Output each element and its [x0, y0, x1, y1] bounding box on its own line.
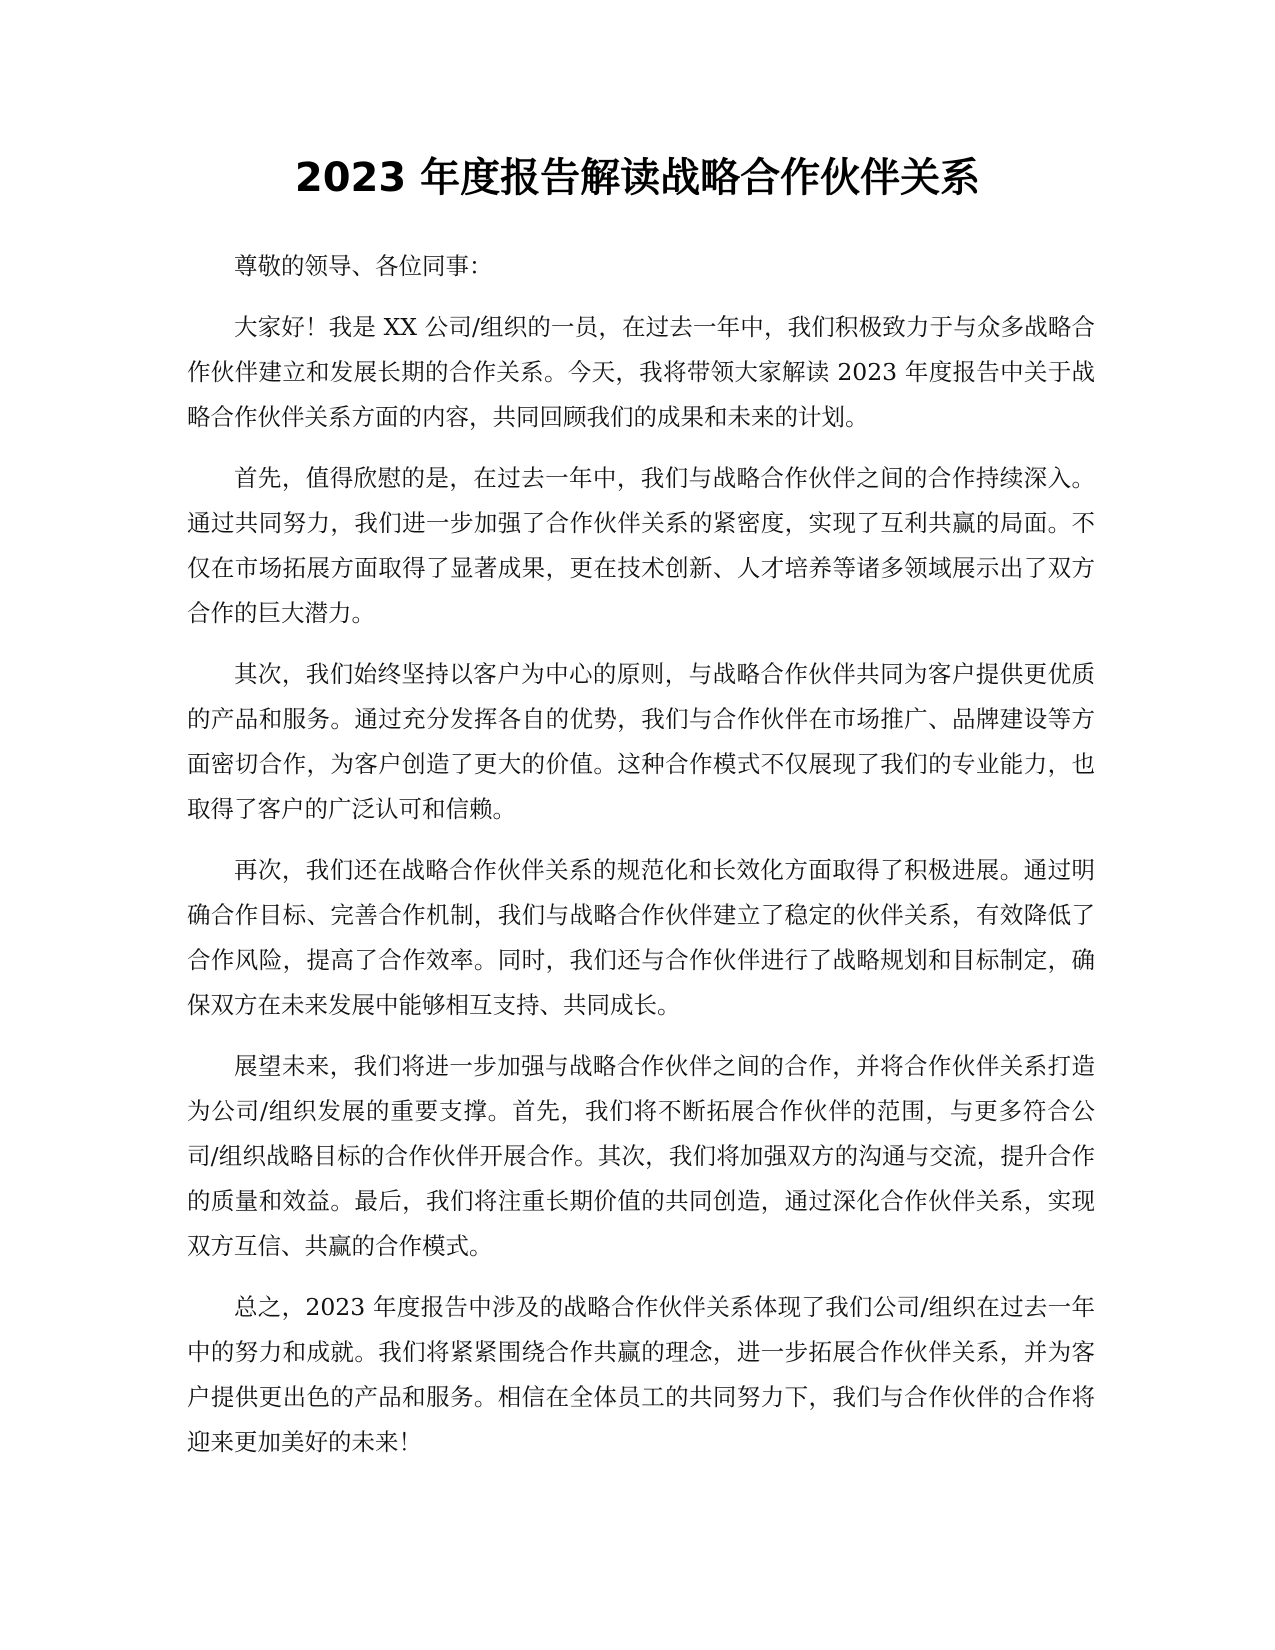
document-body: [187, 244, 1095, 1481]
paragraph-third: 再次，我们还在战略合作伙伴关系的规范化和长效化方面取得了积极进展。通过明确合作目标、完善合作机制，我们与战略合作伙伴建立了稳定的伙伴关系，有效降低了合作风险，提高了合作效率。同时，我们还与合作伙伴进行了战略规划和目标制定，确保双方在未来发展中能够相互支持、共同成长。: [187, 856, 1095, 1019]
page-title: 2023 年度报告解读战略合作伙伴关系: [294, 155, 981, 201]
salutation: 尊敬的领导、各位同事：: [234, 252, 493, 280]
paragraph-intro: 大家好！我是 XX 公司/组织的一员，在过去一年中，我们积极致力于与众多战略合作伙伴建立和发展长期的合作关系。今天，我将带领大家解读 2023 年度报告中关于战略合作伙伴关系方面的内容，共同回顾我们的成果和未来的计划。: [187, 313, 1095, 431]
paragraph-outlook: 展望未来，我们将进一步加强与战略合作伙伴之间的合作，并将合作伙伴关系打造为公司/组织发展的重要支撑。首先，我们将不断拓展合作伙伴的范围，与更多符合公司/组织战略目标的合作伙伴开展合作。其次，我们将加强双方的沟通与交流，提升合作的质量和效益。最后，我们将注重长期价值的共同创造，通过深化合作伙伴关系，实现双方互信、共赢的合作模式。: [187, 1052, 1095, 1260]
paragraph-conclusion: 总之，2023 年度报告中涉及的战略合作伙伴关系体现了我们公司/组织在过去一年中的努力和成就。我们将紧紧围绕合作共赢的理念，进一步拓展合作伙伴关系，并为客户提供更出色的产品和服务。相信在全体员工的共同努力下，我们与合作伙伴的合作将迎来更加美好的未来！: [187, 1293, 1095, 1456]
paragraph-first: 首先，值得欣慰的是，在过去一年中，我们与战略合作伙伴之间的合作持续深入。通过共同努力，我们进一步加强了合作伙伴关系的紧密度，实现了互利共赢的局面。不仅在市场拓展方面取得了显著成果，更在技术创新、人才培养等诸多领域展示出了双方合作的巨大潜力。: [187, 464, 1095, 627]
paragraph-second: 其次，我们始终坚持以客户为中心的原则，与战略合作伙伴共同为客户提供更优质的产品和服务。通过充分发挥各自的优势，我们与合作伙伴在市场推广、品牌建设等方面密切合作，为客户创造了更大的价值。这种合作模式不仅展现了我们的专业能力，也取得了客户的广泛认可和信赖。: [187, 660, 1095, 823]
